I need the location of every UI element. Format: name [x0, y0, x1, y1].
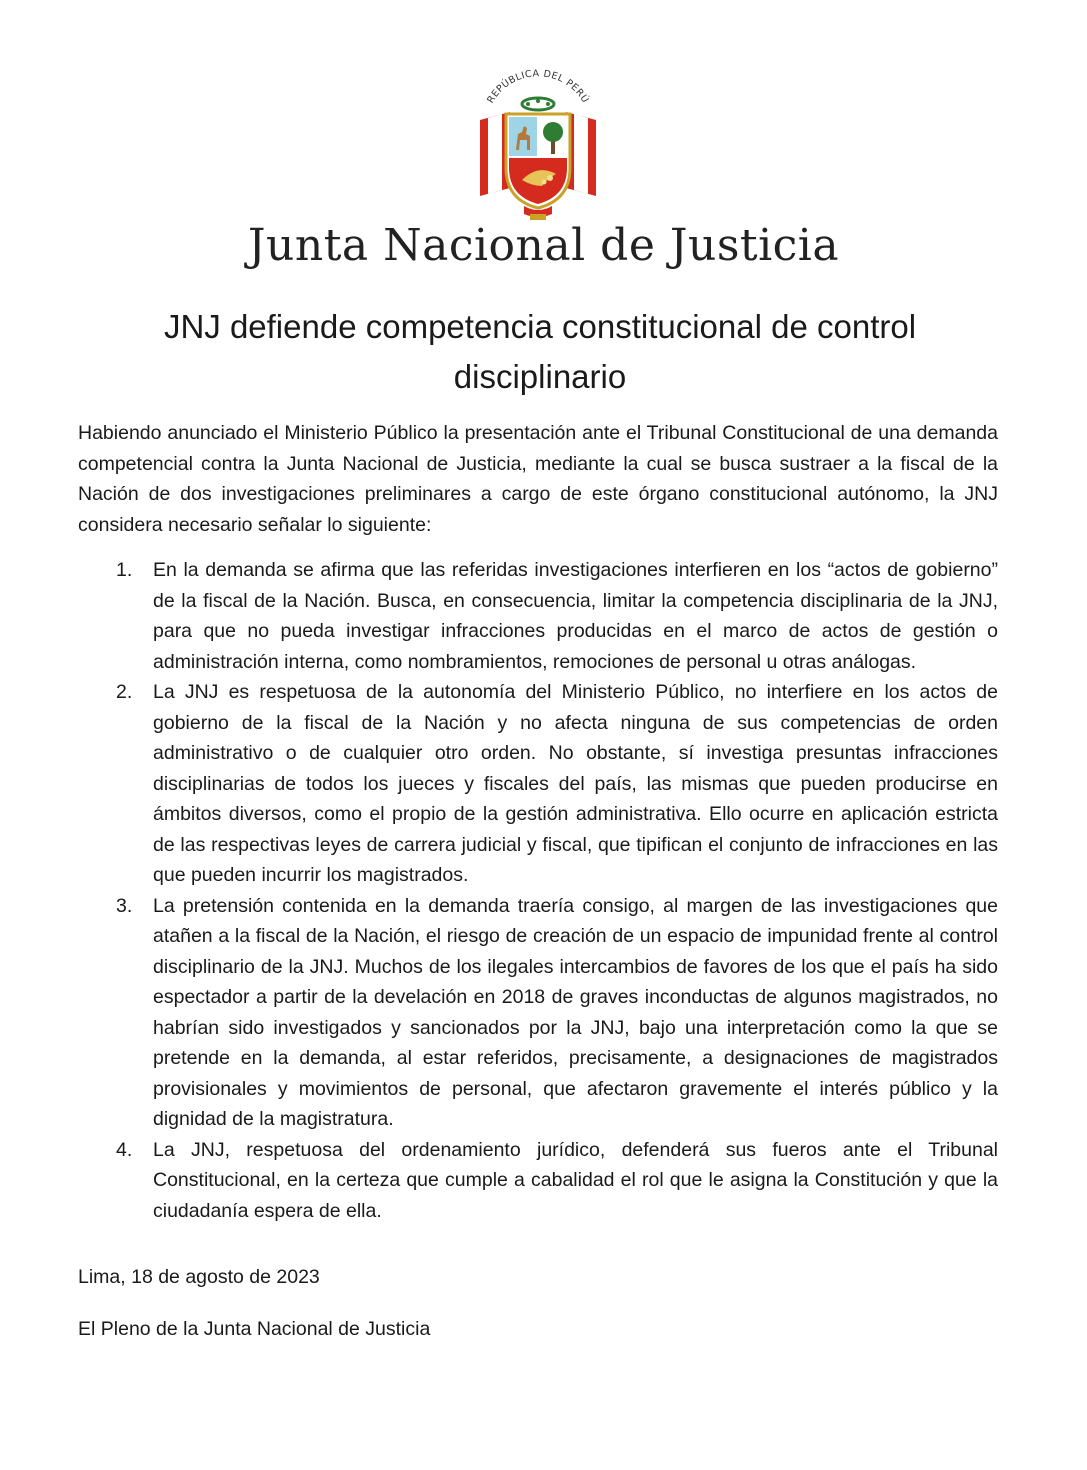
list-item-number: 4.	[116, 1138, 133, 1161]
list-item-text: En la demanda se afirma que las referidas investigaciones interfieren en los “actos de gobierno” de la fiscal de la Nación. Busca, en consecuencia, limitar la competencia disciplinaria de la JNJ, para que no pueda investigar infracciones producidas en el marco de actos de gestión o administración interna, como nombramientos, remociones de personal u otras análogas.	[153, 559, 998, 673]
list-item-text: La JNJ, respetuosa del ordenamiento jurídico, defenderá sus fueros ante el Tribunal Constitucional, en la certeza que cumple a cabalidad el rol que le asigna la Constitución y que la ciudadanía espera de ella.	[153, 1138, 998, 1222]
list-item	[78, 555, 998, 677]
list-item	[78, 1135, 998, 1227]
list-item-text: La pretensión contenida en la demanda traería consigo, al margen de las investigaciones que atañen a la fiscal de la Nación, el riesgo de creación de un espacio de impunidad frente al control disciplinario de la JNJ. Muchos de los ilegales intercambios de favores de los que el país ha sido espectador a partir de la develación en 2018 de graves inconductas de algunos magistrados, no habrían sido investigados y sancionados por la JNJ, bajo una interpretación como la que se pretende en la demanda, al estar referidos, precisamente, a designaciones de magistrados provisionales y movimientos de personal, que afectaron gravemente el interés público y la dignidad de la magistratura.	[153, 894, 998, 1130]
list-item	[78, 891, 998, 1135]
document-signature: El Pleno de la Junta Nacional de Justicia	[78, 1318, 431, 1340]
intro-paragraph: Habiendo anunciado el Ministerio Público la presentación ante el Tribunal Constitucional de una demanda competencial contra la Junta Nacional de Justicia, mediante la cual se busca sustraer a la fiscal de la Nación de dos investigaciones preliminares a cargo de este órgano constitucional autónomo, la JNJ considera necesario señalar lo siguiente:	[78, 422, 998, 536]
list-item-number: 3.	[116, 894, 133, 917]
document-title: JNJ defiende competencia constitucional de control disciplinario	[163, 308, 917, 395]
list-item-text: La JNJ es respetuosa de la autonomía del Ministerio Público, no interfiere en los actos de gobierno de la fiscal de la Nación y no afecta ninguna de sus competencias de orden administrativo o de cualquier otro orden. No obstante, sí investiga presuntas infracciones disciplinarias de todos los jueces y fiscales del país, las mismas que pueden producirse en ámbitos diversos, como el propio de la gestión administrativa. Ello ocurre en aplicación estricta de las respectivas leyes de carrera judicial y fiscal, que tipifican el conjunto de infracciones en las que pueden incurrir los magistrados.	[153, 681, 998, 886]
list-item	[78, 677, 998, 891]
list-item-number: 2.	[116, 681, 133, 703]
document-date: Lima, 18 de agosto de 2023	[78, 1266, 320, 1288]
svg-text:REPÚBLICA DEL PERÚ: REPÚBLICA DEL PERÚ	[485, 68, 591, 106]
list-item-number: 1.	[116, 559, 133, 581]
peru-coat-of-arms-emblem	[470, 68, 606, 228]
numbered-points-list	[78, 555, 998, 1226]
institution-name: Junta Nacional de Justicia	[247, 220, 840, 271]
